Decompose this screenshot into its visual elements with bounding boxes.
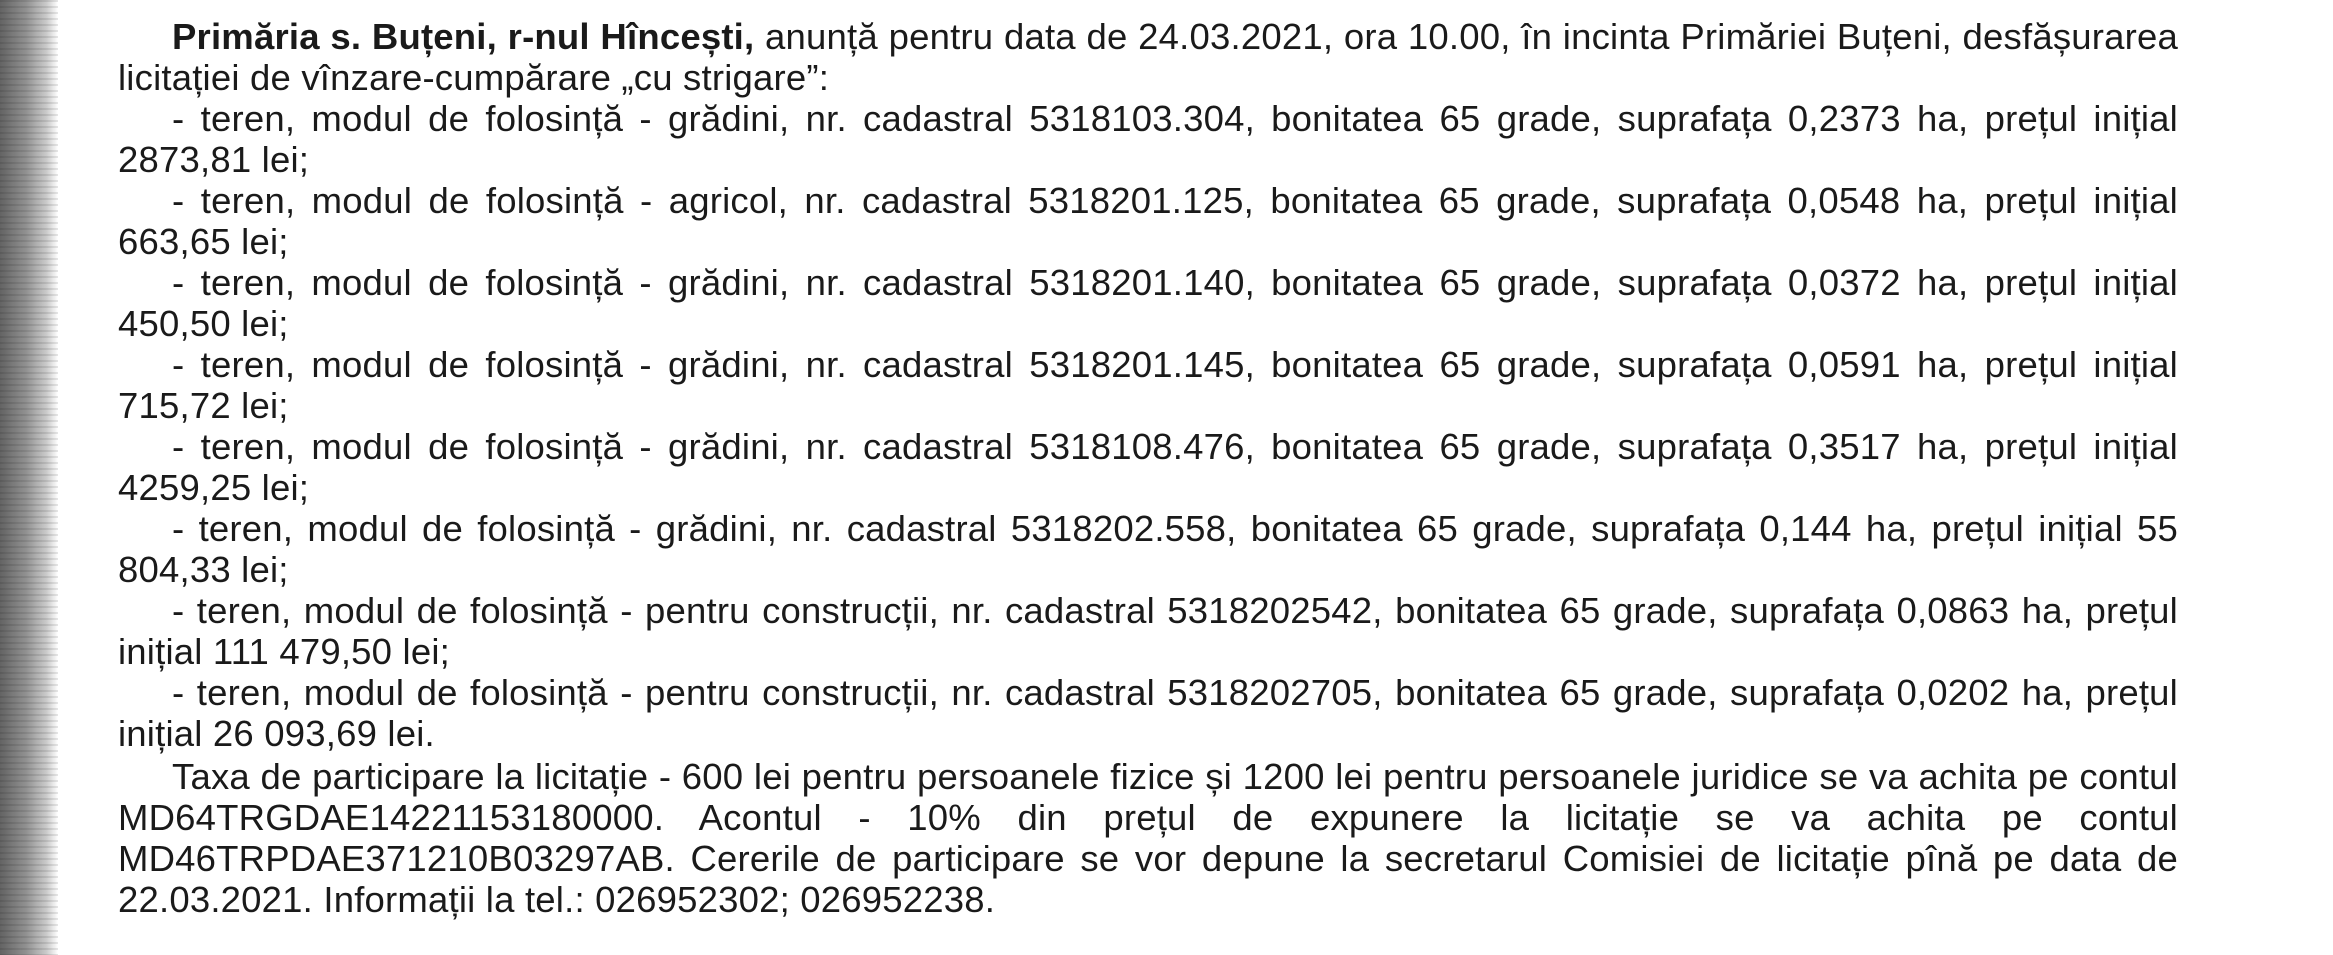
scan-edge-shadow xyxy=(0,0,58,955)
announcement-document xyxy=(118,16,2178,920)
announcement-intro xyxy=(118,16,2178,98)
lot-item-8: - teren, modul de folosință - pentru construcții, nr. cadastral 5318202705, bonitatea 65 grade, suprafața 0,0202 ha, prețul inițial 26 093,69 lei. xyxy=(118,672,2178,754)
intro-text: anunță pentru data de 24.03.2021, ora 10.00, în incinta Primăriei Buțeni, desfășurarea licitației de vînzare-cumpărare „cu strigare”: xyxy=(118,16,2178,98)
lot-item-2: - teren, modul de folosință - agricol, nr. cadastral 5318201.125, bonitatea 65 grade, suprafața 0,0548 ha, prețul inițial 663,65 lei; xyxy=(118,180,2178,262)
lot-item-5: - teren, modul de folosință - grădini, nr. cadastral 5318108.476, bonitatea 65 grade, suprafața 0,3517 ha, prețul inițial 4259,25 lei; xyxy=(118,426,2178,508)
lot-item-7: - teren, modul de folosință - pentru construcții, nr. cadastral 5318202542, bonitatea 65 grade, suprafața 0,0863 ha, prețul inițial 111 479,50 lei; xyxy=(118,590,2178,672)
lot-item-3: - teren, modul de folosință - grădini, nr. cadastral 5318201.140, bonitatea 65 grade, suprafața 0,0372 ha, prețul inițial 450,50 lei; xyxy=(118,262,2178,344)
participation-details: Taxa de participare la licitație - 600 lei pentru persoanele fizice și 1200 lei pentru persoanele juridice se va achita pe contul MD64TRGDAE14221153180000. Acontul - 10% din prețul de expunere la licitație se va achita pe contul MD46TRPDAE371210B03297AB. Cererile de participare se vor depune la secretarul Comisiei de licitație pînă pe data de 22.03.2021. Informații la tel.: 026952302; 026952238. xyxy=(118,756,2178,920)
lot-item-4: - teren, modul de folosință - grădini, nr. cadastral 5318201.145, bonitatea 65 grade, suprafața 0,0591 ha, prețul inițial 715,72 lei; xyxy=(118,344,2178,426)
issuer-name: Primăria s. Buțeni, r-nul Hîncești, xyxy=(172,16,755,57)
lot-item-1: - teren, modul de folosință - grădini, nr. cadastral 5318103.304, bonitatea 65 grade, suprafața 0,2373 ha, prețul inițial 2873,81 lei; xyxy=(118,98,2178,180)
lot-item-6: - teren, modul de folosință - grădini, nr. cadastral 5318202.558, bonitatea 65 grade, suprafața 0,144 ha, prețul inițial 55 804,33 lei; xyxy=(118,508,2178,590)
